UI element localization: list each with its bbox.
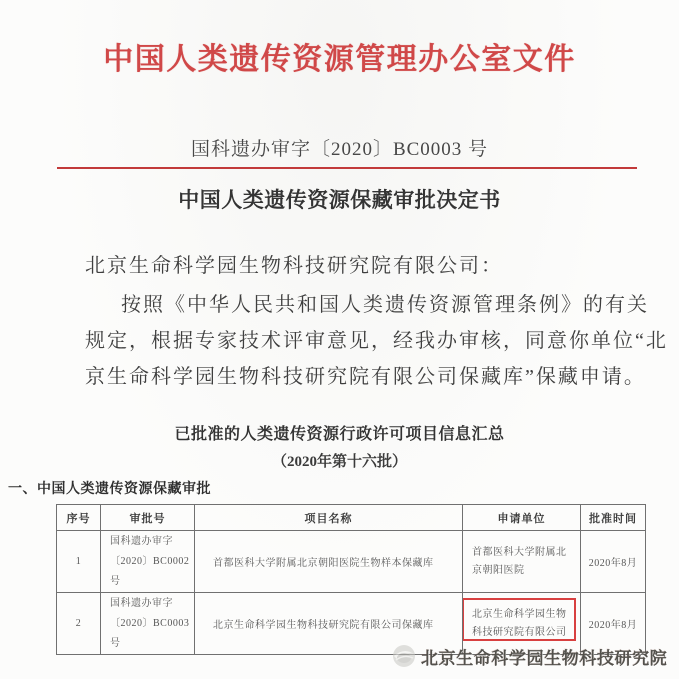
salutation-line: 北京生命科学园生物科技研究院有限公司： xyxy=(85,255,503,277)
cell-seq: 1 xyxy=(57,531,101,593)
header-seq: 序号 xyxy=(57,505,101,531)
cell-approval-no xyxy=(101,593,195,655)
approval-no-line: 国科遗办审字 xyxy=(110,535,173,547)
summary-title: 已批准的人类遗传资源行政许可项目信息汇总 xyxy=(174,426,505,443)
table-header-row xyxy=(57,505,646,531)
table-row xyxy=(57,531,646,593)
cell-applicant: 首都医科大学附属北京朝阳医院 xyxy=(463,531,581,593)
body-line: 按照《中华人民共和国人类遗传资源管理条例》的有关 xyxy=(121,294,649,316)
summary-batch: （2020年第十六批） xyxy=(271,454,407,470)
applicant-text: 北京生命科学园生物科技研究院有限公司 xyxy=(472,608,567,638)
header-approval-date: 批准时间 xyxy=(581,505,646,531)
document-number: 国科遗办审字〔2020〕BC0003 号 xyxy=(190,139,489,160)
cell-project-name: 首都医科大学附属北京朝阳医院生物样本保藏库 xyxy=(195,531,463,593)
approval-no-line: 〔2020〕BC0002号 xyxy=(110,555,190,587)
cell-approval-no xyxy=(101,531,195,593)
decision-title: 中国人类遗传资源保藏审批决定书 xyxy=(178,188,501,212)
globe-logo-icon xyxy=(391,643,417,669)
header-applicant: 申请单位 xyxy=(463,505,581,531)
approval-no-line: 国科遗办审字 xyxy=(110,597,173,609)
cell-seq: 2 xyxy=(57,593,101,655)
body-line: 规定，根据专家技术评审意见，经我办审核，同意你单位“北 xyxy=(85,330,668,352)
body-line: 京生命科学园生物科技研究院有限公司保藏库”保藏申请。 xyxy=(85,366,646,388)
cell-approval-date: 2020年8月 xyxy=(581,531,646,593)
header-approval-no: 审批号 xyxy=(101,505,195,531)
approval-table xyxy=(56,504,646,655)
section-heading: 一、中国人类遗传资源保藏审批 xyxy=(8,482,211,497)
cell-approval-date: 2020年8月 xyxy=(581,593,646,655)
red-divider-rule xyxy=(57,167,637,169)
cell-project-name: 北京生命科学园生物科技研究院有限公司保藏库 xyxy=(195,593,463,655)
header-project-name: 项目名称 xyxy=(195,505,463,531)
watermark xyxy=(391,643,667,669)
approval-no-line: 〔2020〕BC0003号 xyxy=(110,617,190,649)
office-title: 中国人类遗传资源管理办公室文件 xyxy=(103,43,576,76)
watermark-text: 北京生命科学园生物科技研究院 xyxy=(421,648,668,668)
